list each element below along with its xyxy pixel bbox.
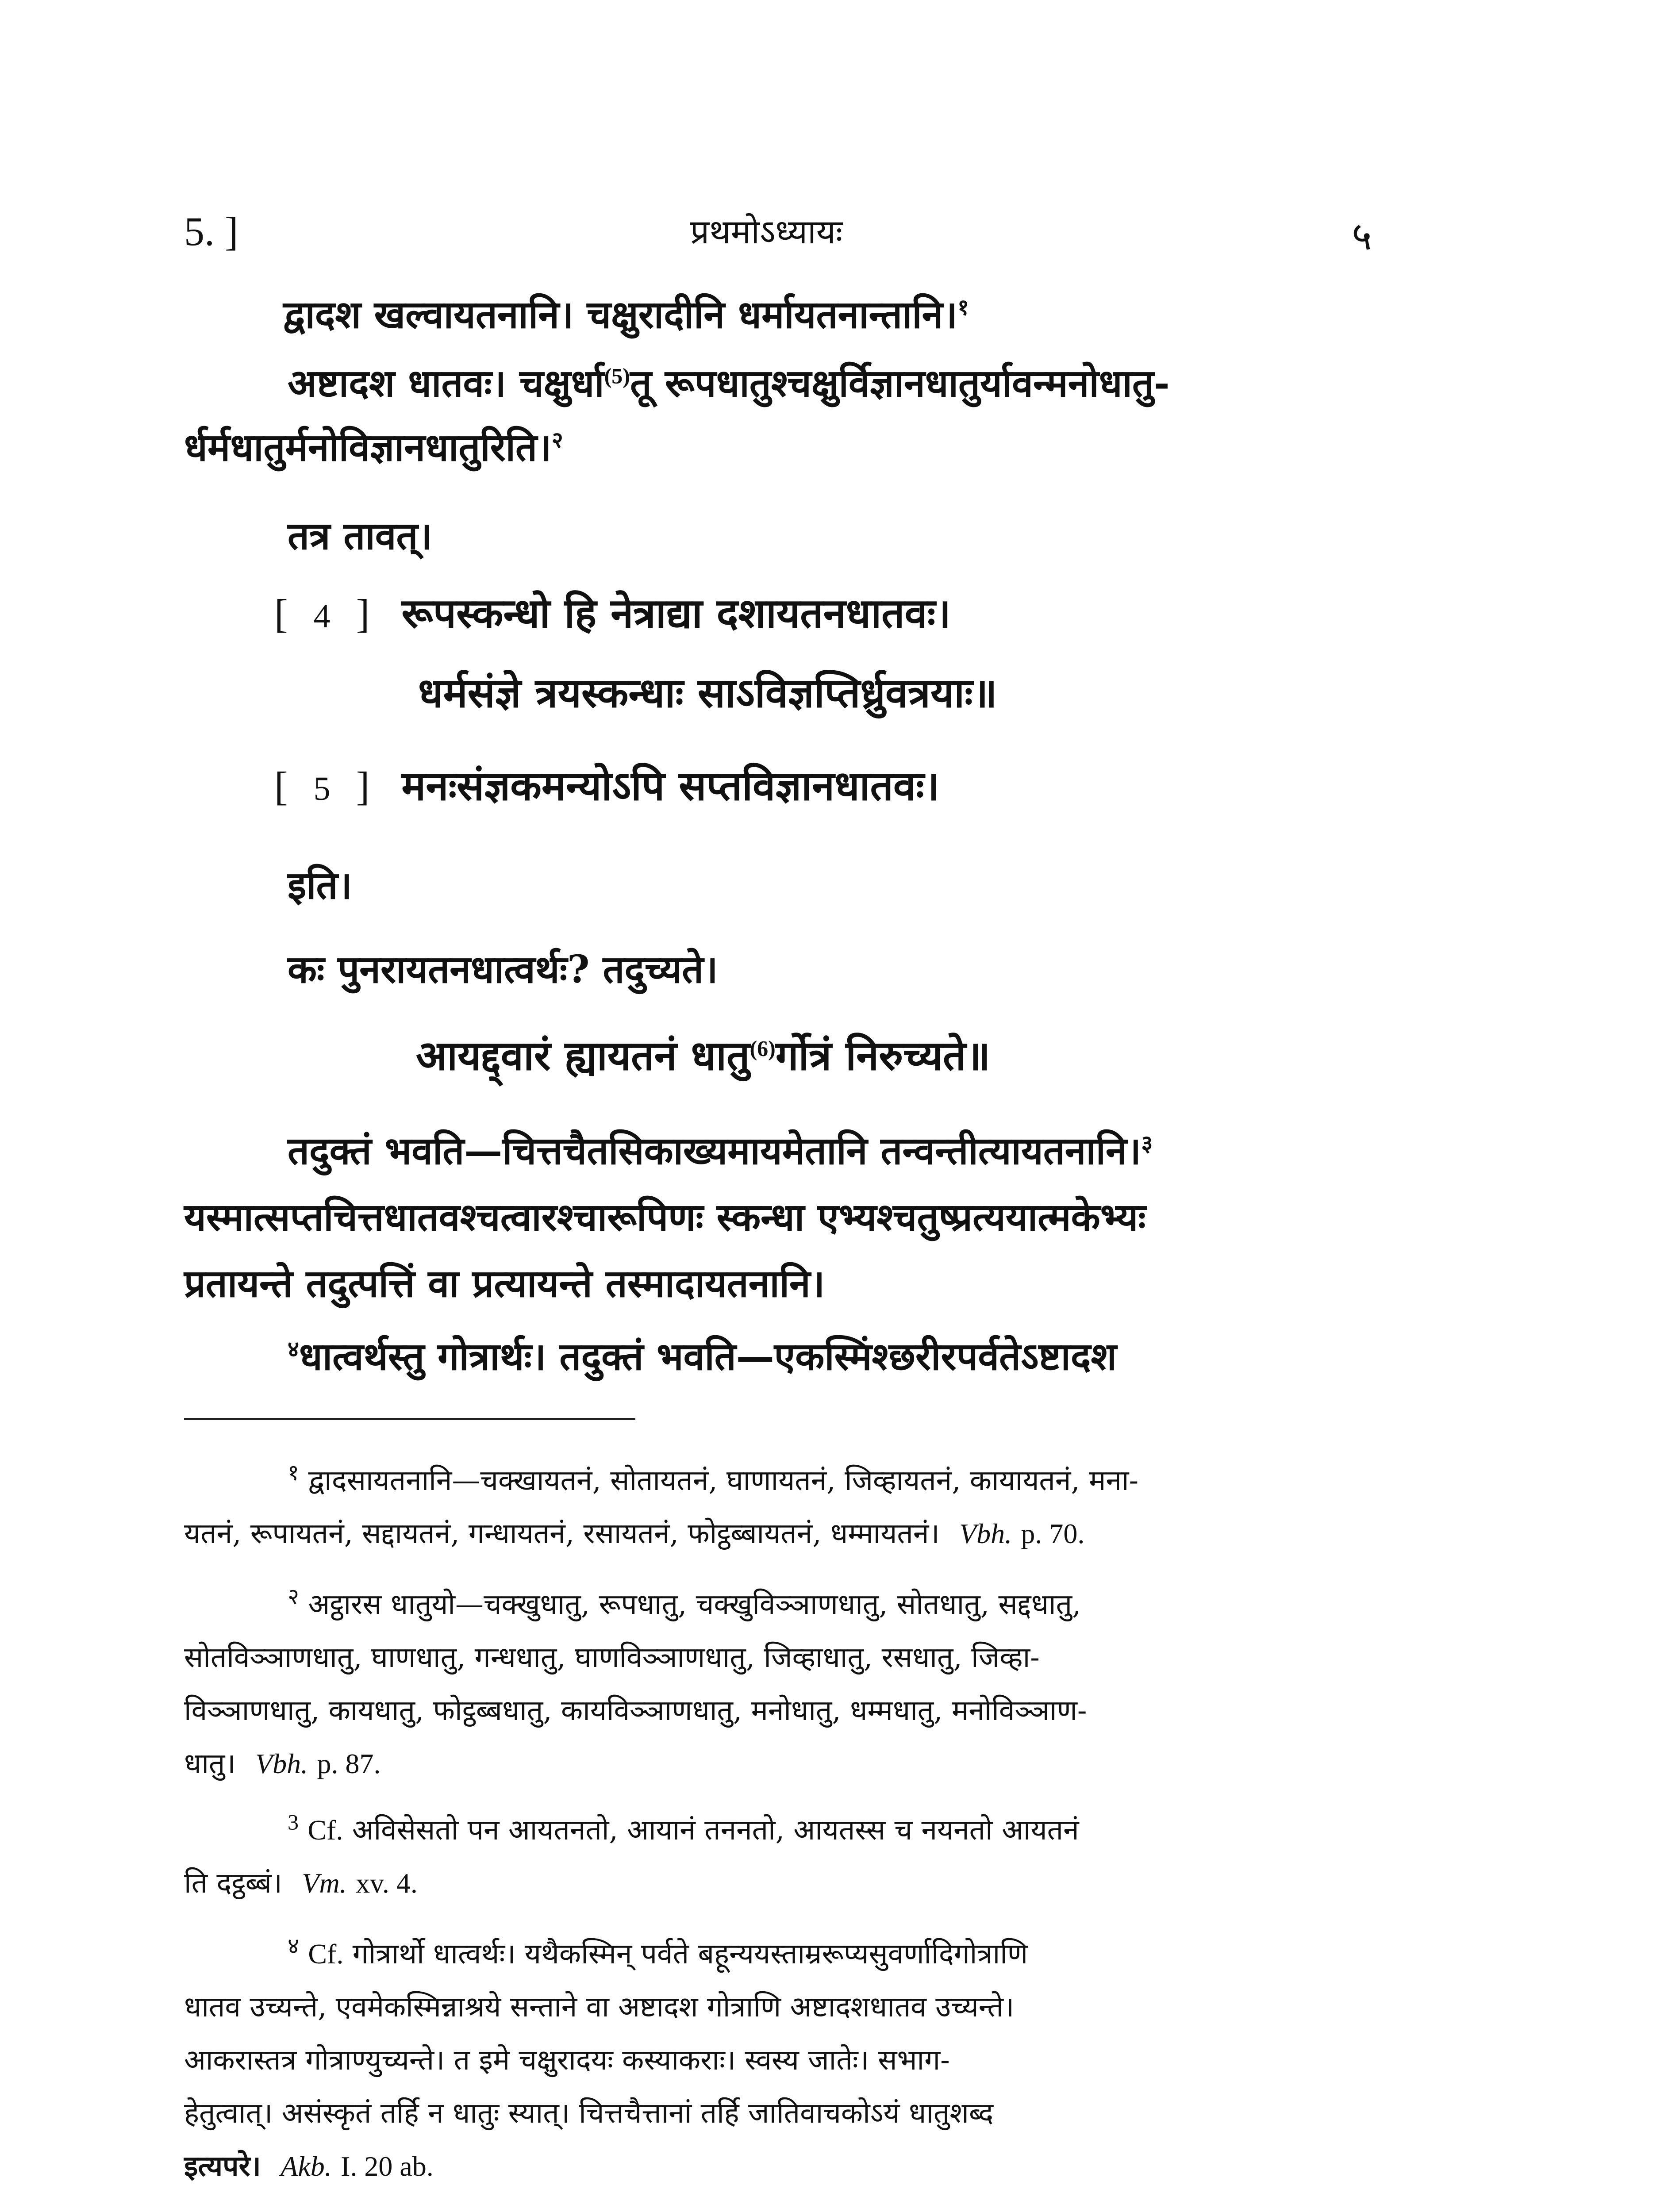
header-page-ref: 5. ]: [184, 209, 238, 254]
footnote-3-cf: Cf.: [307, 1814, 343, 1846]
marginal-ref-6: (6): [750, 1036, 776, 1061]
para-2-line-1-text: धात्वर्थस्तु गोत्रार्थः। तदुक्तं भवति—एकस्मिंश्छरीरपर्वतेऽष्टादश: [299, 1334, 1117, 1379]
body-line-1-text: द्वादश खल्वायतनानि। चक्षुरादीनि धर्मायतनान्तानि।: [283, 292, 957, 337]
footnote-1-source: Vbh.: [959, 1518, 1012, 1549]
body-line-2: [288, 356, 1170, 408]
footnote-1-text-1: द्वादसायतनानि—चक्खायतनं, सोतायतनं, घाणायतनं, जिव्हायतनं, कायायतनं, मना-: [308, 1464, 1139, 1497]
footnote-4-ityapare: इत्यपरे।: [184, 2150, 261, 2183]
footnote-ref-4: ४: [288, 1336, 299, 1362]
header-page-number: ५: [1352, 213, 1372, 259]
footnote-2-line-1: [288, 1584, 1081, 1622]
footnote-3-text-1: अविसेसतो पन आयतनतो, आयानं तननतो, आयतस्स च नयनतो आयतनं: [352, 1814, 1079, 1847]
footnote-2-line-4: [184, 1743, 381, 1782]
footnote-4-line-2: धातव उच्यन्ते, एवमेकस्मिन्नाश्रये सन्ताने वा अष्टादश गोत्राणि अष्टादशधातव उच्यन्ते।: [184, 1991, 1015, 2024]
footnote-1-mark: १: [288, 1459, 299, 1486]
verse-5-open-bracket: [: [274, 764, 288, 809]
verse-5-line-1: [274, 757, 940, 812]
footnote-4-page: I. 20 ab.: [341, 2151, 434, 2182]
verse-ayatana-line: [416, 1026, 991, 1082]
footnote-1-page: p. 70.: [1021, 1518, 1085, 1549]
iti-line: इति।: [288, 863, 353, 908]
footnote-4-source: Akb.: [281, 2151, 332, 2182]
verse-4-line-1: [274, 584, 951, 639]
footnote-ref-1: १: [957, 294, 969, 320]
footnote-3-mark: 3: [288, 1809, 299, 1835]
footnote-2-line-3: विञ्ञाणधातु, कायधातु, फोट्ठब्बधातु, कायविञ्ञाणधातु, मनोधातु, धम्मधातु, मनोविञ्ञाण-: [184, 1694, 1087, 1727]
verse-4-open-bracket: [: [274, 591, 288, 636]
verse-ayatana-b: र्गोत्रं निरुच्यते॥: [775, 1032, 991, 1079]
footnote-divider: [184, 1418, 635, 1420]
footnote-ref-2: २: [551, 426, 563, 453]
header-chapter-title: प्रथमोऽध्यायः: [690, 212, 843, 251]
footnote-3-source: Vm.: [302, 1867, 347, 1899]
footnote-4-line-1: [288, 1933, 1028, 1972]
footnote-4-line-3: आकरास्तत्र गोत्राण्युच्यन्ते। त इमे चक्षुरादयः कस्याकराः। स्वस्य जातेः। सभाग-: [184, 2044, 950, 2077]
verse-5-text-1: मनःसंज्ञकमन्योऽपि सप्तविज्ञानधातवः।: [401, 762, 940, 810]
verse-4-line-2: धर्मसंज्ञे त्रयस्कन्धाः साऽविज्ञप्तिर्ध्रुवत्रयाः॥: [418, 669, 997, 717]
footnote-2-text-1: अट्ठारस धातुयो—चक्खुधातु, रूपधातु, चक्खुविञ्ञाणधातु, सोतधातु, सद्दधातु,: [308, 1588, 1081, 1621]
body-line-1: [283, 288, 969, 339]
body-line-3: [184, 420, 563, 472]
verse-4-number: 4: [313, 598, 331, 635]
para-1-line-1-text: तदुक्तं भवति—चित्तचैतसिकाख्यमायमेतानि तन्वन्तीत्यायतनानि।: [288, 1129, 1142, 1173]
verse-ayatana-a: आयद्द्वारं ह्यायतनं धातु: [416, 1032, 750, 1079]
footnote-ref-3: ३: [1141, 1130, 1153, 1156]
footnote-3-page: xv. 4.: [356, 1867, 418, 1899]
footnote-1-text-2: यतनं, रूपायतनं, सद्दायतनं, गन्धायतनं, रसायतनं, फोट्ठब्बायतनं, धम्मायतनं।: [184, 1517, 940, 1550]
footnote-3-text-2: ति दट्ठब्बं।: [184, 1867, 283, 1900]
footnote-1-line-2: [184, 1513, 1084, 1551]
footnote-3-line-1: [288, 1809, 1079, 1848]
footnote-1-line-1: [288, 1460, 1138, 1498]
footnote-2-source: Vbh.: [255, 1748, 308, 1779]
body-line-2-b: तू रूपधातुश्चक्षुर्विज्ञानधातुर्यावन्मनोधातु-: [630, 361, 1170, 406]
para-2-line-1: [288, 1329, 1117, 1381]
footnote-4-text-1: गोत्रार्थो धात्वर्थः। यथैकस्मिन् पर्वते बहून्ययस्ताम्ररूप्यसुवर्णादिगोत्राणि: [352, 1938, 1028, 1970]
footnote-4-line-4: हेतुत्वात्। असंस्कृतं तर्हि न धातुः स्यात्। चित्तचैत्तानां तर्हि जातिवाचकोऽयं धातुशब्द: [184, 2097, 994, 2130]
footnote-4-line-5: [184, 2146, 434, 2184]
verse-4-text-1: रूपस्कन्धो हि नेत्राद्या दशायतनधातवः।: [401, 589, 951, 637]
footnote-3-line-2: [184, 1863, 418, 1901]
footnote-2-text-4: धातु।: [184, 1747, 236, 1780]
verse-5-close-bracket: ]: [356, 764, 370, 809]
footnote-4-cf: Cf.: [308, 1938, 344, 1970]
footnote-2-page: p. 87.: [317, 1748, 381, 1779]
footnote-4-mark: ४: [288, 1933, 299, 1959]
tatra-line: तत्र तावत्।: [288, 514, 433, 558]
body-line-3-text: र्धर्मधातुर्मनोविज्ञानधातुरिति।: [184, 425, 552, 470]
para-1-line-1: [288, 1124, 1153, 1175]
footnote-2-line-2: सोतविञ्ञाणधातु, घाणधातु, गन्धधातु, घाणविञ्ञाणधातु, जिव्हाधातु, रसधातु, जिव्हा-: [184, 1641, 1040, 1674]
question-line: कः पुनरायतनधात्वर्थः? तदुच्यते।: [288, 947, 718, 992]
marginal-ref-5: (5): [604, 363, 630, 388]
footnote-2-mark: २: [288, 1583, 299, 1609]
body-line-2-a: अष्टादश धातवः। चक्षुर्धा: [288, 361, 604, 406]
verse-5-number: 5: [313, 770, 331, 807]
verse-4-close-bracket: ]: [356, 591, 370, 636]
para-1-line-2: यस्मात्सप्तचित्तधातवश्चत्वारश्चारूपिणः स्कन्धा एभ्यश्चतुष्प्रत्ययात्मकेभ्यः: [184, 1195, 1146, 1240]
para-1-line-3: प्रतायन्ते तदुत्पत्तिं वा प्रत्यायन्ते तस्मादायतनानि।: [184, 1261, 825, 1306]
